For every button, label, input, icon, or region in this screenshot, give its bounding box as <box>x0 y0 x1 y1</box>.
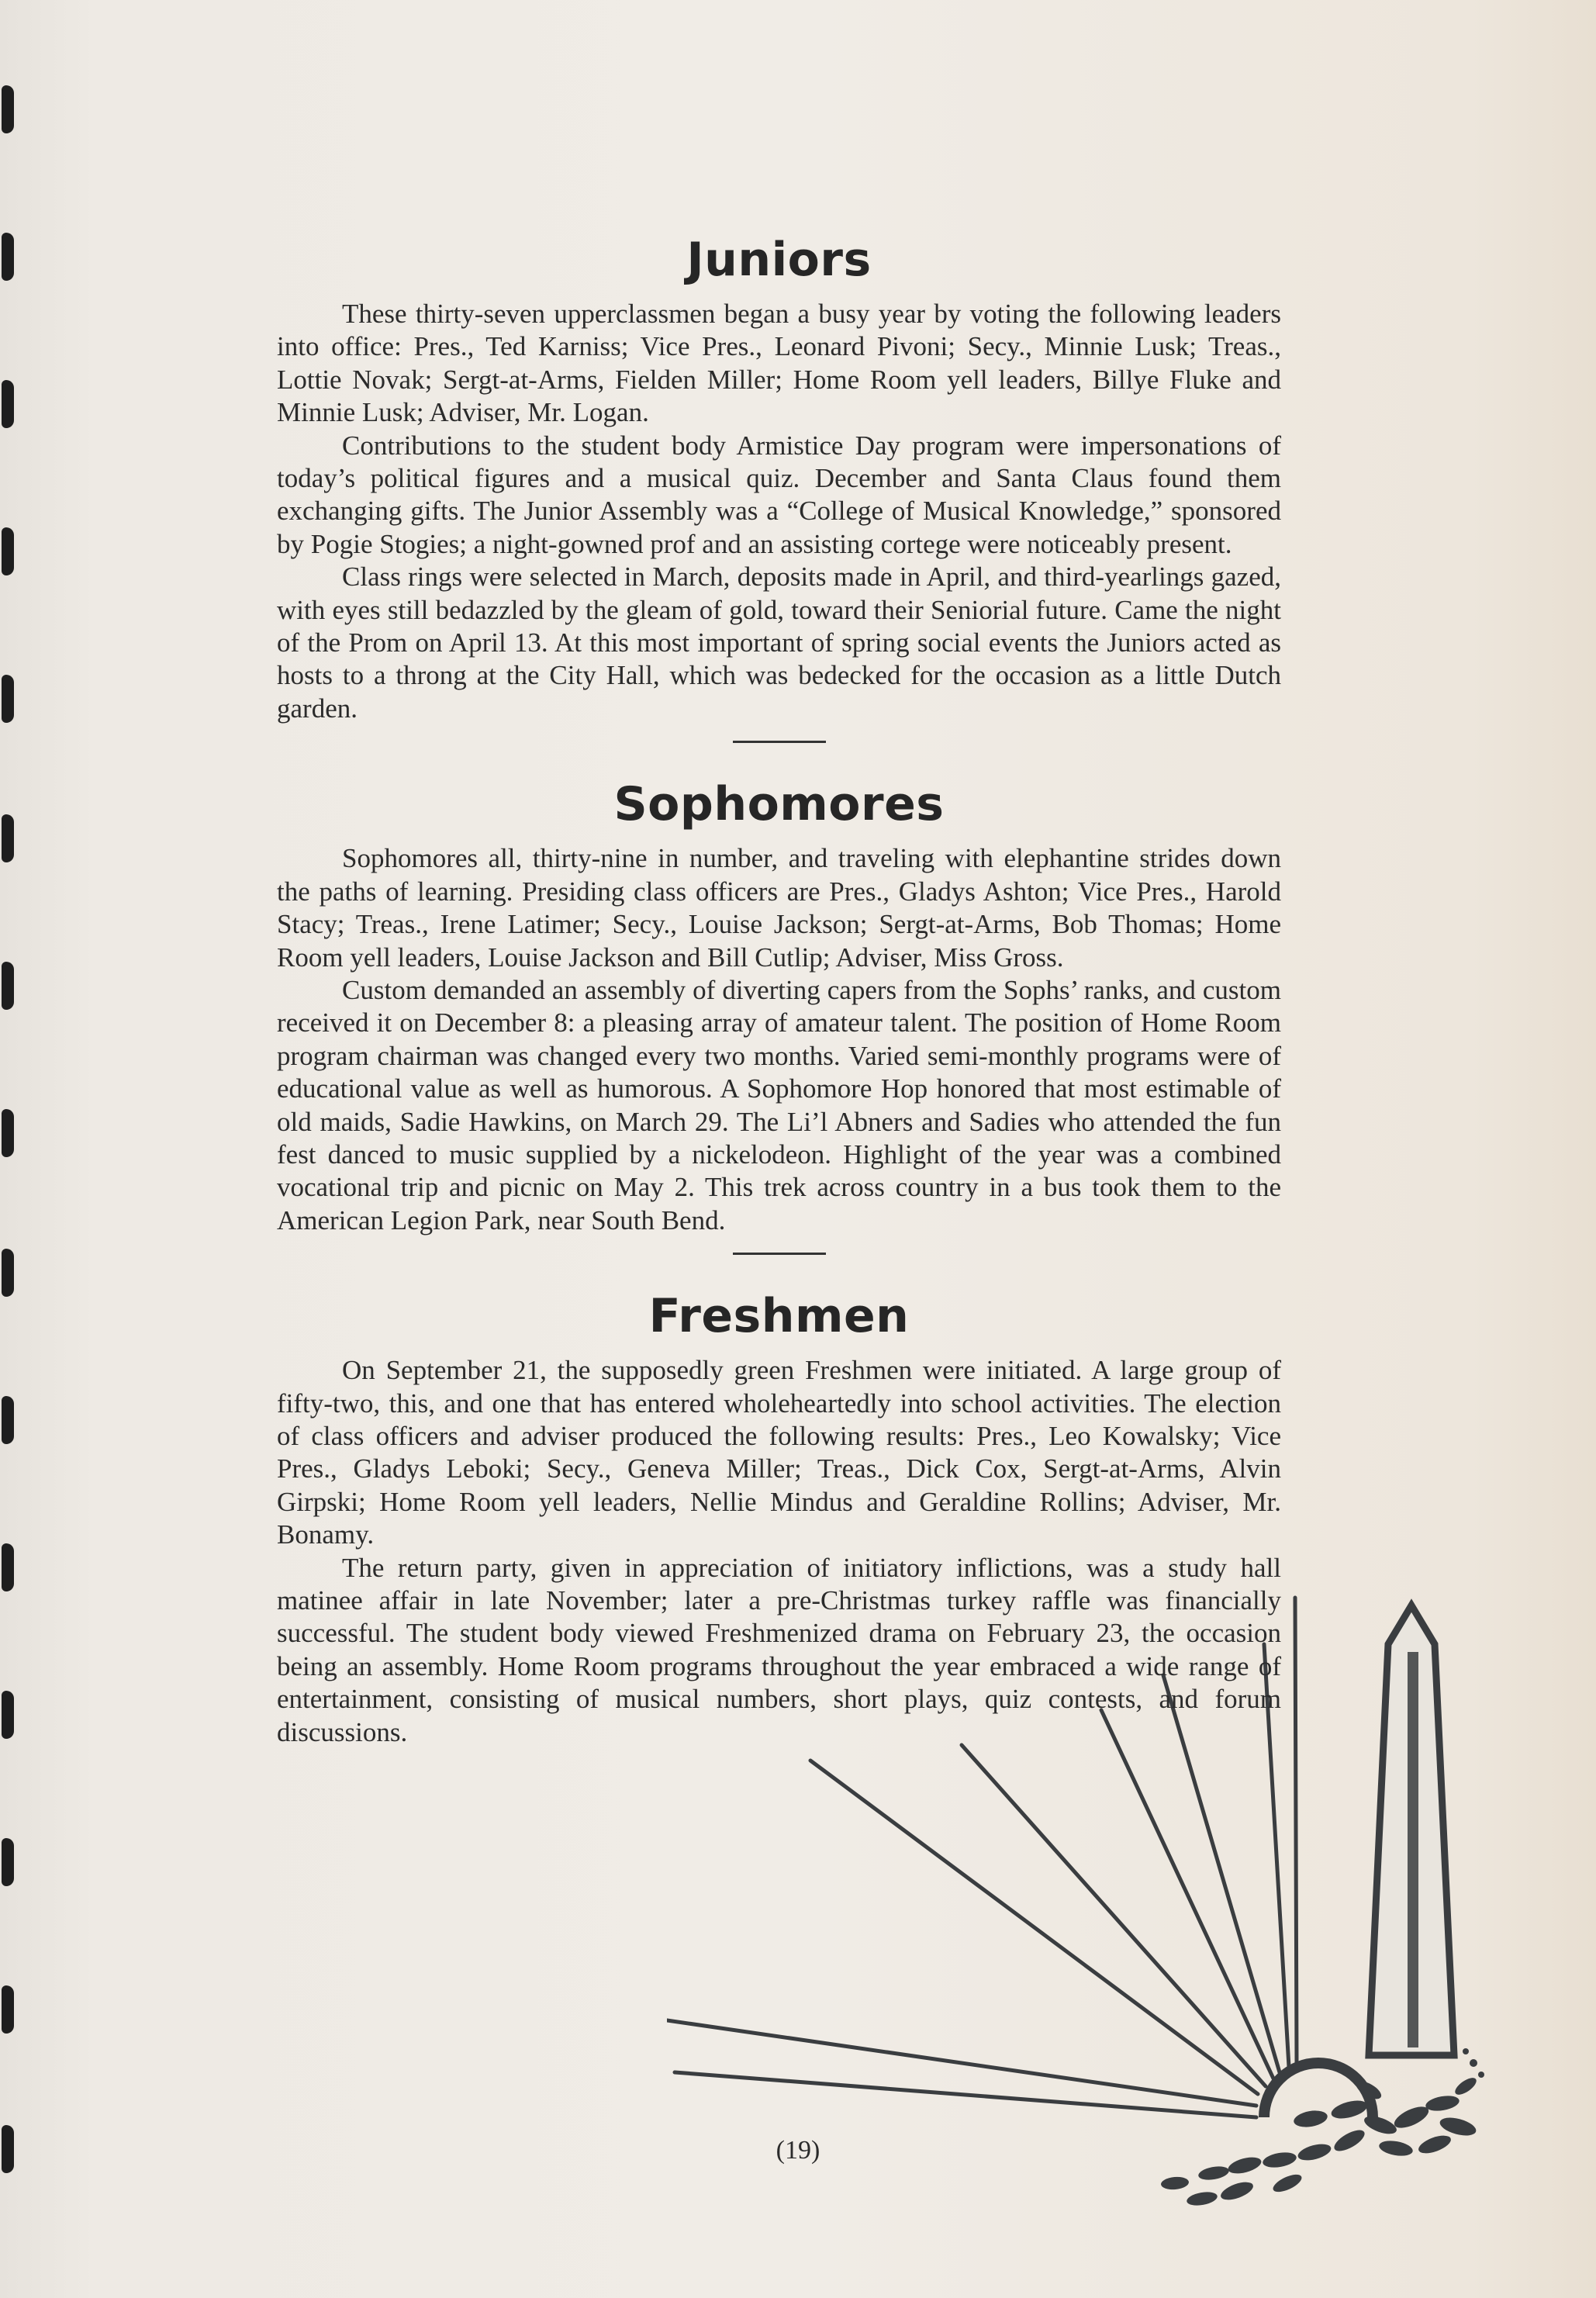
page-number: (19) <box>776 2136 820 2165</box>
sun-ray <box>1101 1710 1273 2079</box>
binding-ring <box>2 814 14 862</box>
binding-ring <box>2 1396 14 1444</box>
paragraph: These thirty-seven upperclassmen began a busy year by voting the following leaders into office: Pres., Ted Karniss; Vice Pres., Leonard Pivoni; Secy., Minnie Lusk; Treas., Lottie Novak; Sergt-at-Arms, Fielden Miller; Home Room yell leaders, Billye Fluke and Minnie Lusk; Adviser, Mr. Logan. <box>277 299 1281 428</box>
section-freshmen <box>277 1289 1281 1749</box>
paragraph: Contributions to the student body Armistice Day program were impersonations of today’s political figures and a musical quiz. December and Santa Claus found them exchanging gifts. The Junior Assembly was a “College of Musical Knowledge,” sponsored by Pogie Stogies; a night-gowned prof and an assisting cortege were noticeably present. <box>277 430 1281 559</box>
shrubbery-leaves <box>1160 2048 1484 2207</box>
paragraph: The return party, given in appreciation of initiatory inflictions, was a study hall matinee affair in late November; later a pre-Christmas turkey raffle was financially successful. The student body viewed Freshmenized drama on February 23, the occasion being an assembly. Home Room programs throughout the year embraced a wide range of entertainment, consisting of musical numbers, short plays, quiz contests, and forum discussions. <box>277 1552 1281 1747</box>
section-divider <box>733 741 826 743</box>
article-body <box>277 233 1281 1749</box>
binding-ring <box>2 1838 14 1886</box>
binding-ring <box>2 233 14 281</box>
binding-ring <box>2 380 14 428</box>
paragraph: Custom demanded an assembly of diverting capers from the Sophs’ ranks, and custom received it on December 8: a pleasing array of amateur talent. The position of Home Room program chairman was changed every two months. Varied semi-monthly programs were of educational value as well as humorous. A Sophomore Hop honored that most estimable of old maids, Sadie Hawkins, on March 29. The Li’l Abners and Sadies who attended the fun fest danced to music supplied by a nickelodeon. Highlight of the year was a combined vocational trip and picnic on May 2. This trek across country in a bus took them to the American Legion Park, near South Bend. <box>277 974 1281 1235</box>
paragraph: Class rings were selected in March, deposits made in April, and third-yearlings gazed, with eyes still bedazzled by the gleam of gold, toward their Seniorial future. Came the night of the Prom on April 13. At this most important of spring social events the Juniors acted as hosts to a throng at the City Hall, which was bedecked for the occasion as a little Dutch garden. <box>277 562 1281 724</box>
paragraph: On September 21, the supposedly green Freshmen were initiated. A large group of fifty-two, this, and one that has entered wholeheartedly into school activities. The election of class officers and adviser produced the following results: Pres., Leo Kowalsky; Vice Pres., Gladys Leboki; Secy., Geneva Miller; Treas., Dick Cox, Sergt-at-Arms, Alvin Girpski; Home Room yell leaders, Nellie Mindus and Geraldine Rollins; Adviser, Mr. Bonamy. <box>277 1355 1281 1550</box>
binding-ring <box>2 1985 14 2034</box>
binding-ring <box>2 1691 14 1739</box>
section-sophomores <box>277 777 1281 1237</box>
section-juniors <box>277 233 1281 725</box>
binding-ring <box>2 962 14 1010</box>
binding-ring <box>2 1543 14 1591</box>
binding-ring <box>2 85 14 133</box>
binding-ring <box>2 1249 14 1297</box>
paragraph: Sophomores all, thirty-nine in number, and traveling with elephantine strides down the paths of learning. Presiding class officers are Pres., Gladys Ashton; Vice Pres., Harold Stacy; Treas., Irene Latimer; Secy., Louise Jackson; Sergt-at-Arms, Bob Thomas; Home Room yell leaders, Louise Jackson and Bill Cutlip; Adviser, Miss Gross. <box>277 843 1281 973</box>
section-divider <box>733 1253 826 1255</box>
section-title: Sophomores <box>613 777 945 832</box>
binding-ring <box>2 527 14 575</box>
section-title: Freshmen <box>648 1289 910 1344</box>
sun-ray <box>1295 1598 1297 2063</box>
spiral-binding <box>0 0 23 2298</box>
obelisk-shadow <box>1408 1652 1418 2047</box>
section-title: Juniors <box>686 233 872 287</box>
sun-ray <box>962 1745 1266 2086</box>
binding-ring <box>2 675 14 723</box>
sun-ray <box>810 1761 1258 2094</box>
binding-ring <box>2 1109 14 1157</box>
